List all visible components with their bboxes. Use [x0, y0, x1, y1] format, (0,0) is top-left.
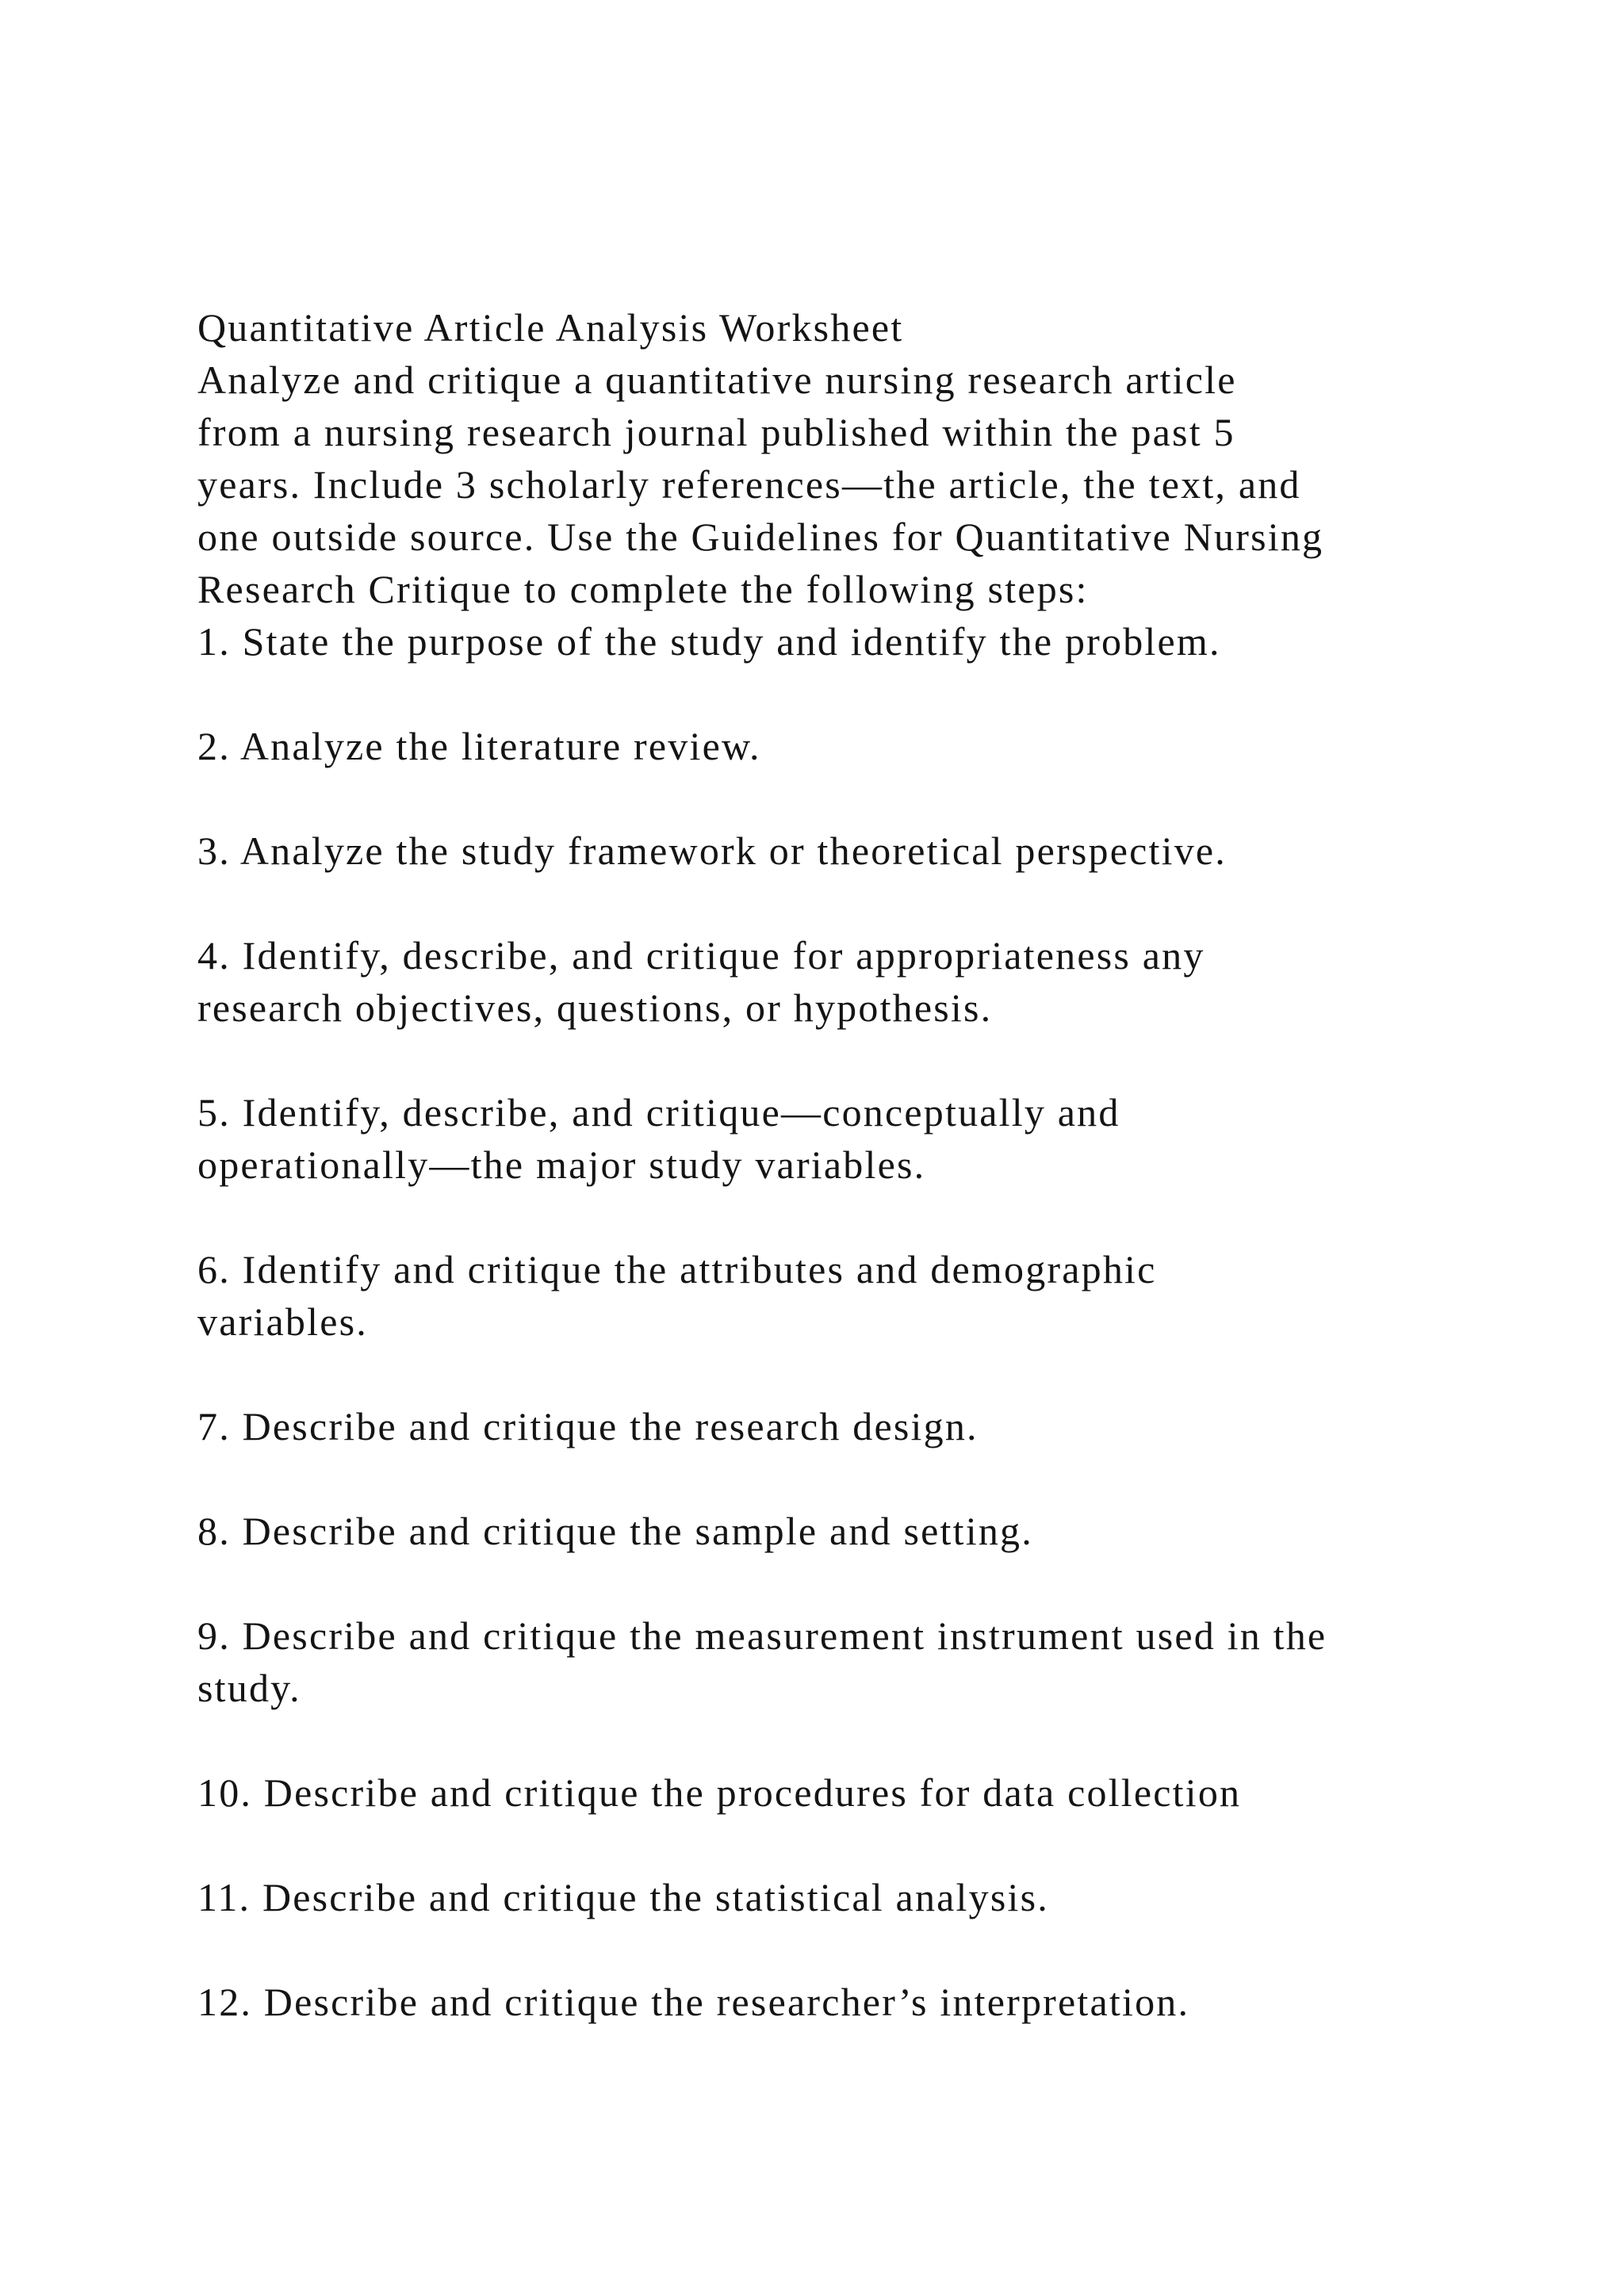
step-3: 3. Analyze the study framework or theoretical perspective.	[197, 828, 1227, 873]
step-10: 10. Describe and critique the procedures for data collection	[197, 1770, 1242, 1815]
step-11: 11. Describe and critique the statistical analysis.	[197, 1875, 1049, 1919]
step-4: 4. Identify, describe, and critique for appropriateness any	[197, 933, 1205, 978]
intro-line: Analyze and critique a quantitative nursing research article	[197, 358, 1237, 402]
intro-line: from a nursing research journal published within the past 5	[197, 410, 1235, 454]
step-8: 8. Describe and critique the sample and setting.	[197, 1509, 1033, 1553]
step-5: 5. Identify, describe, and critique—conceptually and	[197, 1090, 1120, 1135]
document-title: Quantitative Article Analysis Worksheet	[197, 305, 904, 350]
intro-line: Research Critique to complete the following steps:	[197, 567, 1089, 611]
step-6-continued: variables.	[197, 1299, 368, 1344]
worksheet-text	[197, 301, 1482, 2028]
step-4-continued: research objectives, questions, or hypothesis.	[197, 985, 993, 1030]
step-12: 12. Describe and critique the researcher’s interpretation.	[197, 1980, 1190, 2024]
step-6: 6. Identify and critique the attributes and demographic	[197, 1247, 1157, 1292]
step-9: 9. Describe and critique the measurement instrument used in the	[197, 1613, 1327, 1658]
intro-line: years. Include 3 scholarly references—the article, the text, and	[197, 462, 1301, 507]
intro-line: one outside source. Use the Guidelines for Quantitative Nursing	[197, 515, 1324, 559]
step-5-continued: operationally—the major study variables.	[197, 1142, 926, 1187]
step-2: 2. Analyze the literature review.	[197, 724, 761, 768]
step-7: 7. Describe and critique the research design.	[197, 1404, 979, 1448]
step-1: 1. State the purpose of the study and identify the problem.	[197, 619, 1221, 664]
step-9-continued: study.	[197, 1666, 301, 1710]
